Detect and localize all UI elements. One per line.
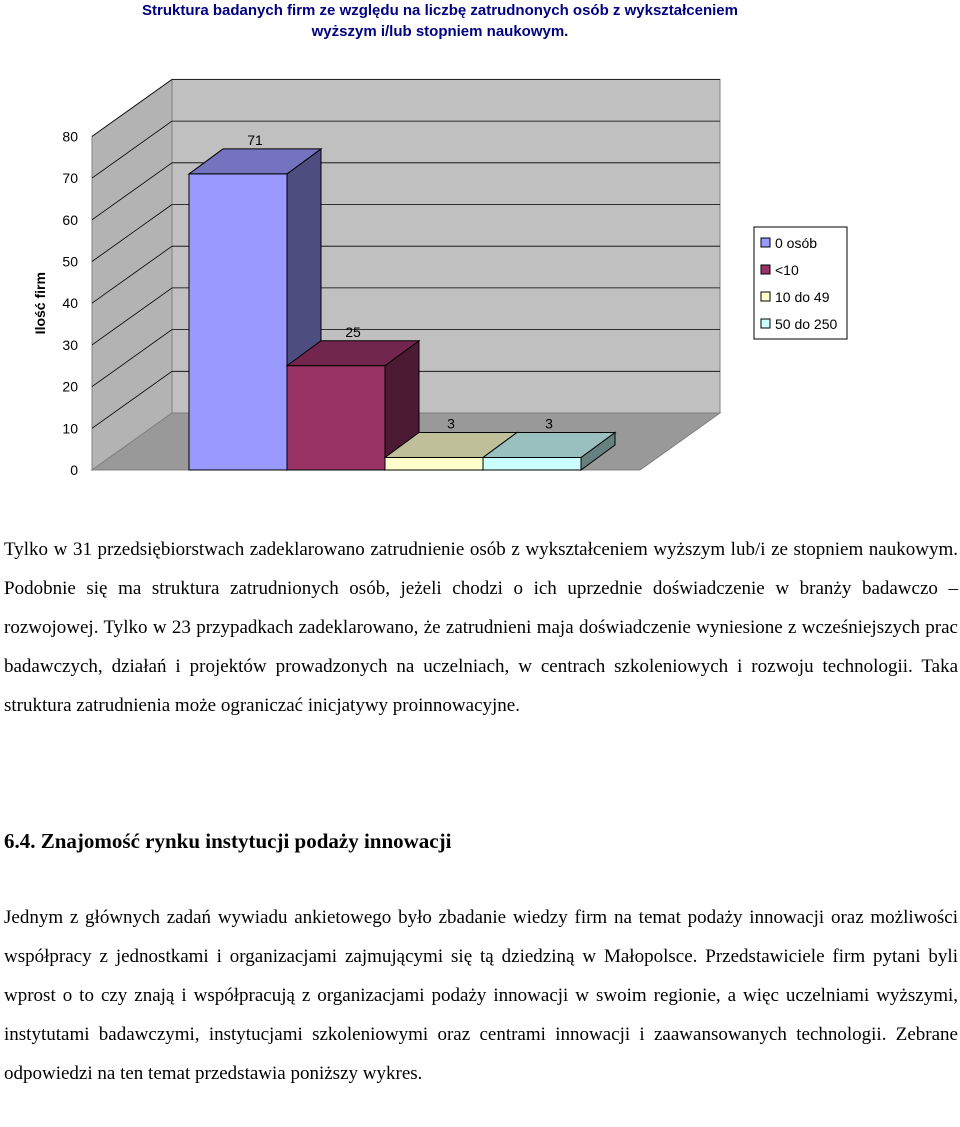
data-label: 3: [545, 415, 553, 432]
paragraph-chart-commentary: Tylko w 31 przedsiębiorstwach zadeklarowano zatrudnienie osób z wykształceniem wyższym lub/i ze stopniem naukowym. Podobnie się ma struktura zatrudnionych osób, jeżeli chodzi o ich uprzednie doświadczenie w branży badawczo – rozwojowej. Tylko w 23 przypadkach zadeklarowano, że zatrudnieni maja doświadczenie wyniesione z wcześniejszych prac badawczych, działań i projektów prowadzonych na uczelniach, w centrach szkoleniowych i rozwoju technologii. Taka struktura zatrudnienia może ograniczać inicjatywy proinnowacyjne.: [4, 539, 958, 716]
legend-swatch: [761, 238, 770, 247]
legend-label: 50 do 250: [775, 316, 838, 332]
chart-title-line-2: wyższym i/lub stopniem naukowym.: [311, 23, 569, 40]
data-label: 3: [447, 415, 455, 432]
section-heading: 6.4. Znajomość rynku instytucji podaży innowacji: [4, 829, 452, 853]
y-tick-label: 20: [62, 378, 78, 395]
y-tick-label: 60: [62, 211, 78, 228]
bar: [483, 457, 581, 470]
chart-title-line-1: Struktura badanych firm ze względu na liczbę zatrudnonych osób z wykształceniem: [142, 2, 738, 19]
bar: [287, 366, 385, 470]
y-tick-label: 30: [62, 336, 78, 353]
legend-swatch: [761, 292, 770, 301]
y-tick-label: 0: [70, 462, 78, 478]
data-label: 25: [345, 323, 361, 340]
y-tick-label: 40: [62, 295, 78, 312]
y-axis-label: Ilość firm: [32, 272, 48, 335]
legend-swatch: [761, 319, 770, 328]
bar: [385, 457, 483, 470]
legend-label: <10: [775, 262, 799, 278]
legend-label: 10 do 49: [775, 289, 830, 305]
chart-title: [60, 0, 820, 42]
y-tick-label: 70: [62, 170, 78, 187]
y-tick-label: 10: [62, 420, 78, 437]
legend-label: 0 osób: [775, 235, 818, 251]
bar-chart: [0, 60, 960, 500]
data-label: 71: [247, 131, 263, 148]
y-tick-label: 80: [62, 128, 78, 145]
bar: [189, 174, 287, 470]
legend-swatch: [761, 265, 770, 274]
paragraph-innovation-supply: Jednym z głównych zadań wywiadu ankietowego było zbadanie wiedzy firm na temat podaży innowacji oraz możliwości współpracy z jednostkami i organizacjami zajmującymi się tą dziedziną w Małopolsce. Przedstawiciele firm pytani byli wprost o to czy znają i współpracują z organizacjami podaży innowacji w swoim regionie, a więc uczelniami wyższymi, instytutami badawczymi, instytucjami szkoleniowymi oraz centrami innowacji i zaawansowanych technologii. Zebrane odpowiedzi na ten temat przedstawia poniższy wykres.: [4, 907, 958, 1084]
y-tick-label: 50: [62, 253, 78, 270]
